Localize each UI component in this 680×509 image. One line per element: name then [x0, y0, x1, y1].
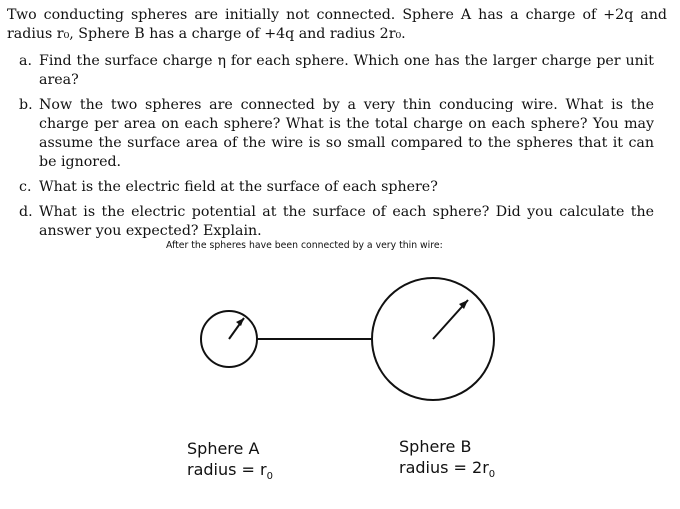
part-label: b.: [19, 97, 33, 113]
part-label: d.: [19, 204, 33, 220]
problem-intro: Two conducting spheres are initially not connected. Sphere A has a charge of +2q and radius r₀, Sphere B has a charge of +4q and radius 2r₀.: [7, 7, 667, 42]
sphere-a-radius: [187, 459, 273, 487]
sphere-a-radius-subscript: 0: [266, 471, 273, 482]
sphere-a-name: Sphere A: [187, 439, 260, 458]
sphere-b-name: Sphere B: [399, 437, 472, 456]
part-label: c.: [19, 179, 32, 195]
sphere-b-radius: [399, 457, 495, 485]
figure-caption: After the spheres have been connected by a very thin wire:: [166, 240, 443, 251]
part-text: Now the two spheres are connected by a very thin conducing wire. What is the charge per area on each sphere? What is the total charge on each sphere? You may assume the surface area of the wire is so small compared to the spheres that it can be ignored.: [39, 97, 654, 170]
sphere-a-radius-text: radius = r: [187, 460, 267, 479]
sphere-a-arrowhead: [236, 318, 244, 326]
sphere-b-label: [399, 436, 495, 485]
part-text: Find the surface charge η for each sphere. Which one has the larger charge per unit area?: [39, 53, 654, 88]
part-text: What is the electric field at the surface of each sphere?: [39, 179, 438, 195]
sphere-a-label: [187, 438, 273, 487]
sphere-b-radius-subscript: 0: [488, 469, 496, 480]
part-text: What is the electric potential at the surface of each sphere? Did you calculate the answer you expected? Explain.: [39, 204, 654, 239]
sphere-b-radius-text: radius = 2r: [399, 458, 489, 477]
part-label: a.: [19, 53, 32, 69]
